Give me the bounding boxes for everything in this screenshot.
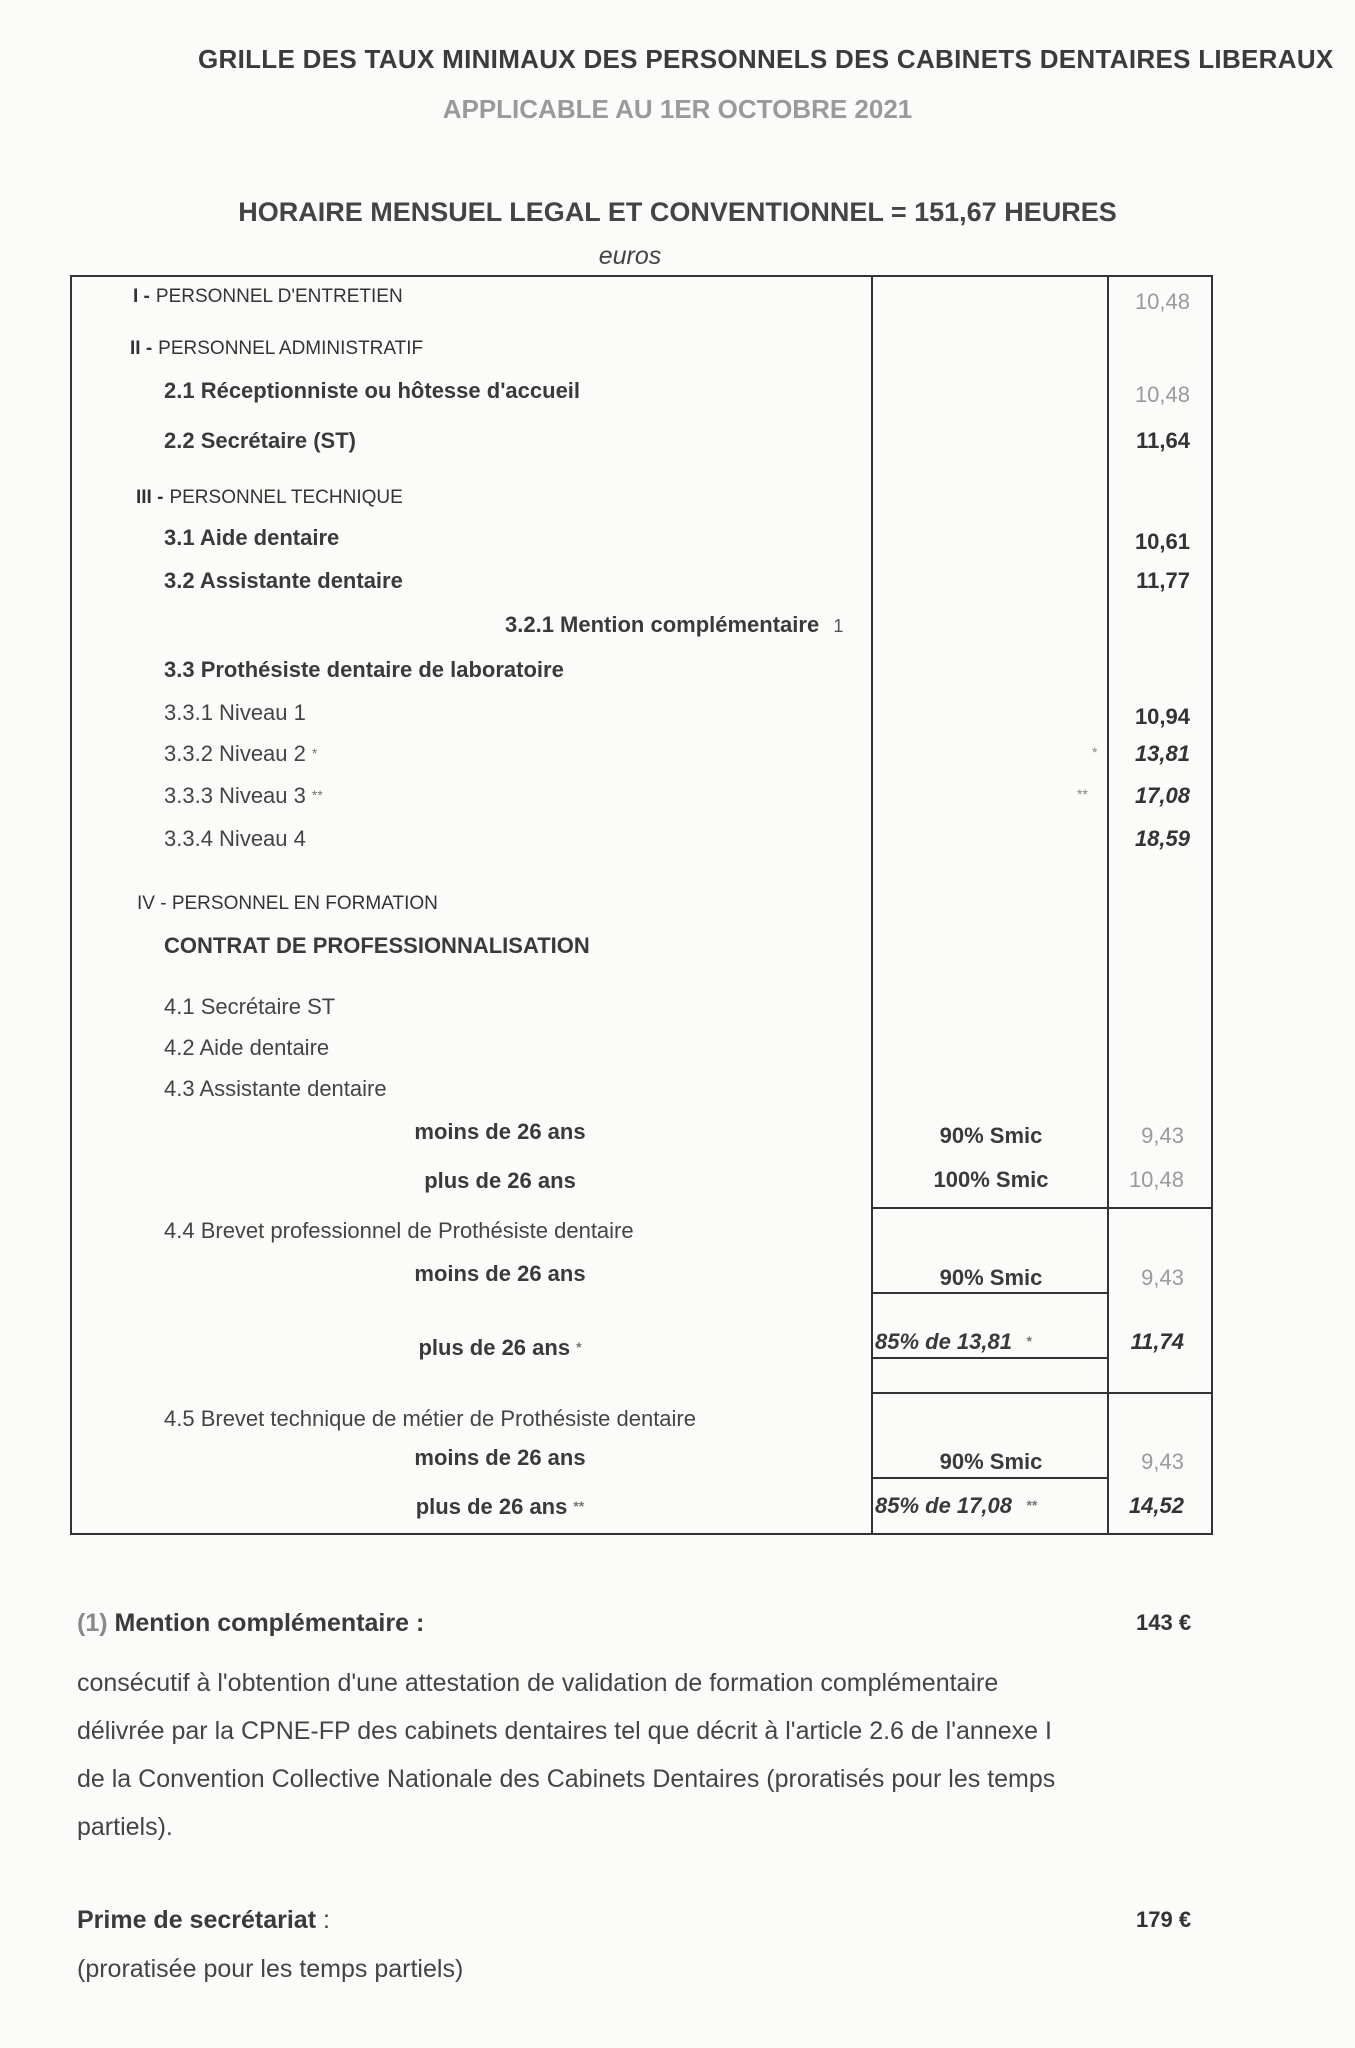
mention-note-title (77, 1609, 424, 1638)
row-3-2-1-label: 3.2.1 Mention complémentaire (505, 612, 820, 637)
prime-title-text: Prime de secrétariat (77, 1906, 317, 1934)
value-3-3-4: 18,59 (1134, 826, 1190, 851)
section-2 (130, 338, 423, 360)
value-4-4-over-26: 11,74 (1130, 1329, 1184, 1354)
value-4-5-under-26: 9,43 (1141, 1449, 1184, 1474)
section-2-num: II - (130, 338, 153, 359)
section-3 (136, 487, 403, 509)
rate-percent (875, 1493, 1037, 1519)
row-3-1-label: 3.1 Aide dentaire (164, 525, 340, 550)
document-title: GRILLE DES TAUX MINIMAUX DES PERSONNELS DES CABINETS DENTAIRES LIBERAUX (198, 44, 1334, 74)
row-3-3-3-label: 3.3.3 Niveau 3 (164, 783, 306, 808)
asterisk-mark: * (1025, 1333, 1032, 1349)
asterisk-mark: * (1092, 744, 1098, 760)
prime-title (77, 1906, 330, 1935)
rate-percent-value: 85% de 17,08 (875, 1493, 1012, 1518)
mention-line-1: consécutif à l'obtention d'une attestation de validation de formation complémentaire (77, 1669, 999, 1697)
section-3-num: III - (136, 487, 164, 508)
section-2-label: PERSONNEL ADMINISTRATIF (158, 338, 424, 359)
section-1-label: PERSONNEL D'ENTRETIEN (155, 286, 403, 307)
row-rule (871, 1477, 1109, 1479)
section-1 (133, 286, 403, 308)
mention-line-3: de la Convention Collective Nationale des Cabinets Dentaires (proratisés pour les temps (77, 1765, 1056, 1793)
row-3-2-1 (505, 612, 843, 638)
age-over-26: plus de 26 ans (424, 1168, 576, 1193)
age-over-26-label: plus de 26 ans (418, 1335, 571, 1360)
row-4-2-label: 4.2 Aide dentaire (164, 1035, 330, 1060)
currency-unit: euros (598, 242, 662, 270)
age-under-26: moins de 26 ans (414, 1445, 586, 1470)
prime-amount: 179 € (1136, 1907, 1192, 1932)
monthly-hours: HORAIRE MENSUEL LEGAL ET CONVENTIONNEL = 151,67 HEURES (238, 197, 1117, 227)
row-4-5-label: 4.5 Brevet technique de métier de Prothésiste dentaire (164, 1406, 696, 1431)
section-1-num: I - (133, 286, 150, 307)
rate-percent: 90% Smic (939, 1449, 1043, 1474)
prime-subtext: (proratisée pour les temps partiels) (77, 1955, 464, 1983)
value-3-3-2: 13,81 (1134, 741, 1190, 766)
age-over-26-label: plus de 26 ans (415, 1494, 568, 1519)
mention-line-2: délivrée par la CPNE-FP des cabinets dentaires tel que décrit à l'article 2.6 de l'annexe I (77, 1717, 1052, 1745)
row-3-3-3 (164, 783, 323, 809)
row-2-1-label: 2.1 Réceptionniste ou hôtesse d'accueil (164, 378, 581, 403)
row-4-4-label: 4.4 Brevet professionnel de Prothésiste dentaire (164, 1218, 634, 1243)
value-3-3-3: 17,08 (1134, 783, 1190, 808)
double-asterisk-mark: ** (1025, 1497, 1037, 1513)
row-3-3-label: 3.3 Prothésiste dentaire de laboratoire (164, 657, 564, 682)
footnote-ref-1: 1 (833, 616, 844, 636)
value-3-2: 11,77 (1136, 568, 1190, 593)
rate-percent: 100% Smic (933, 1167, 1049, 1192)
row-rule (871, 1207, 1211, 1209)
value-4-3-under-26: 9,43 (1141, 1123, 1184, 1148)
asterisk-mark: * (576, 1339, 582, 1355)
value-4-4-under-26: 9,43 (1141, 1265, 1184, 1290)
row-rule (871, 1392, 1211, 1394)
age-under-26: moins de 26 ans (414, 1119, 586, 1144)
row-3-3-2 (164, 741, 317, 767)
rate-percent-value: 85% de 13,81 (875, 1329, 1012, 1354)
double-asterisk-mark: ** (1077, 786, 1088, 802)
row-4-3-label: 4.3 Assistante dentaire (164, 1076, 387, 1101)
value-3-3-1: 10,94 (1134, 704, 1190, 729)
double-asterisk-mark: ** (311, 787, 323, 803)
value-2-1: 10,48 (1134, 382, 1190, 407)
age-over-26 (0, 1494, 1000, 1520)
row-3-2-label: 3.2 Assistante dentaire (164, 568, 403, 593)
age-over-26 (0, 1335, 1000, 1361)
asterisk-mark: * (311, 745, 318, 761)
mention-amount: 143 € (1136, 1610, 1192, 1635)
value-2-2: 11,64 (1136, 428, 1190, 453)
section-3-label: PERSONNEL TECHNIQUE (169, 487, 403, 508)
value-4-3-over-26: 10,48 (1128, 1167, 1184, 1192)
rate-percent: 90% Smic (939, 1265, 1043, 1290)
footnote-ref-1: (1) (77, 1609, 108, 1637)
document-subtitle: APPLICABLE AU 1ER OCTOBRE 2021 (442, 94, 913, 124)
rate-percent: 90% Smic (939, 1123, 1043, 1148)
row-rule (871, 1292, 1109, 1294)
row-4-1-label: 4.1 Secrétaire ST (164, 994, 336, 1019)
row-3-3-2-label: 3.3.2 Niveau 2 (164, 741, 306, 766)
value-4-5-over-26: 14,52 (1128, 1493, 1184, 1518)
mention-title-text: Mention complémentaire : (114, 1609, 425, 1637)
mention-line-4: partiels). (77, 1813, 173, 1841)
row-2-2-label: 2.2 Secrétaire (ST) (164, 428, 356, 453)
double-asterisk-mark: ** (573, 1498, 585, 1514)
value-section-1: 10,48 (1134, 289, 1190, 314)
value-3-1: 10,61 (1134, 529, 1190, 554)
contract-heading: CONTRAT DE PROFESSIONNALISATION (164, 933, 590, 958)
section-4-label: IV - PERSONNEL EN FORMATION (137, 893, 438, 914)
rate-percent (875, 1329, 1031, 1355)
age-under-26: moins de 26 ans (414, 1261, 586, 1286)
prime-colon: : (322, 1906, 330, 1934)
row-3-3-1-label: 3.3.1 Niveau 1 (164, 700, 306, 725)
row-3-3-4-label: 3.3.4 Niveau 4 (164, 826, 306, 851)
